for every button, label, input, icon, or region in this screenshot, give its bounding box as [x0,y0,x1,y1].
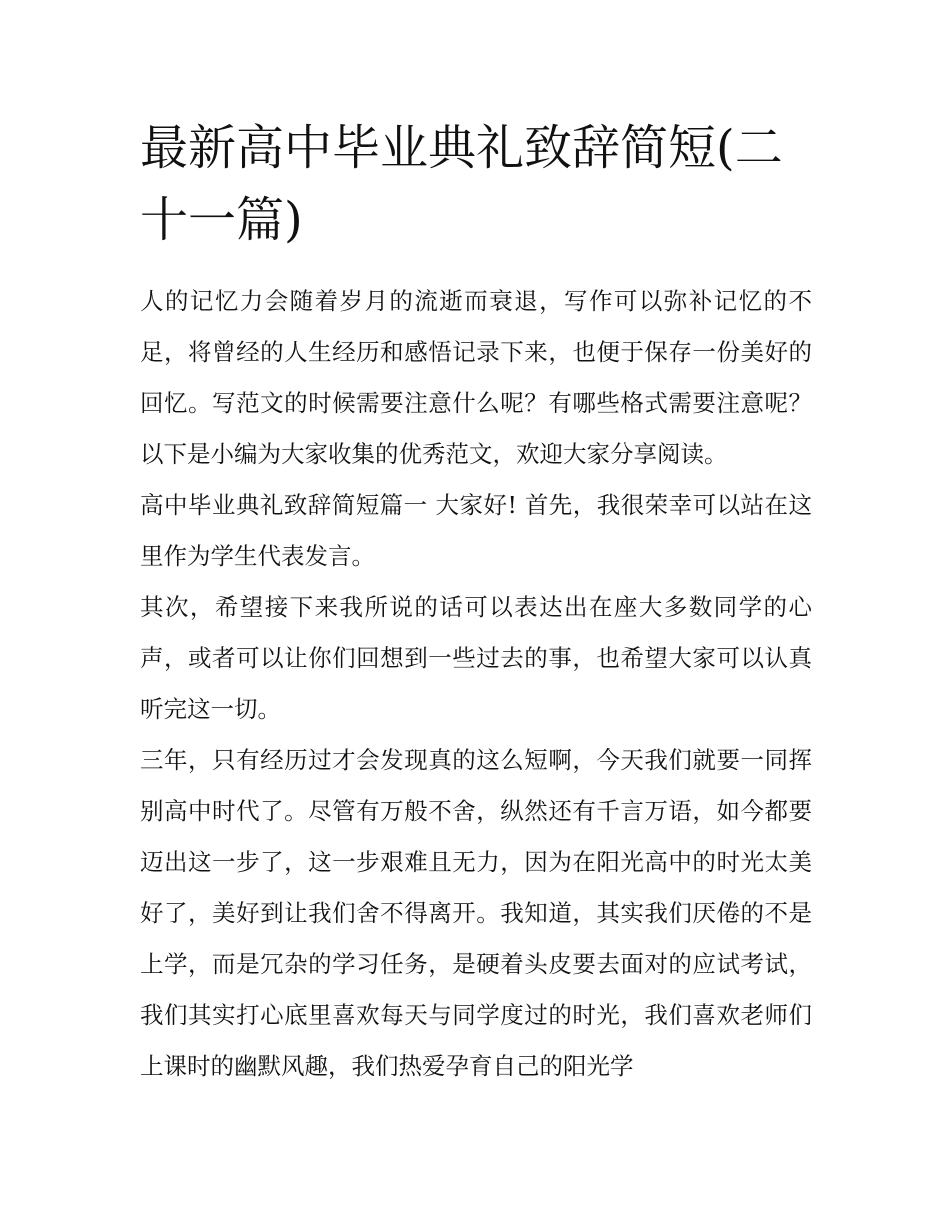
paragraph-hope: 其次，希望接下来我所说的话可以表达出在座大多数同学的心声，或者可以让你们回想到一些过去的事，也希望大家可以认真听完这一切。 [140,593,812,723]
paragraph-three-years: 三年，只有经历过才会发现真的这么短啊，今天我们就要一同挥别高中时代了。尽管有万般不舍，纵然还有千言万语，如今都要迈出这一步了，这一步艰难且无力，因为在阳光高中的时光太美好了，美好到让我们舍不得离开。我知道，其实我们厌倦的不是上学，而是冗杂的学习任务，是硬着头皮要去面对的应试考试，我们其实打心底里喜欢每天与同学度过的时光，我们喜欢老师们上课时的幽默风趣，我们热爱孕育自己的阳光学 [140,746,812,1080]
document-body [140,276,812,1092]
paragraph-intro: 人的记忆力会随着岁月的流逝而衰退，写作可以弥补记忆的不足，将曾经的人生经历和感悟记录下来，也便于保存一份美好的回忆。写范文的时候需要注意什么呢？有哪些格式需要注意呢？以下是小编为大家收集的优秀范文，欢迎大家分享阅读。 [140,287,812,468]
document-page [140,112,812,1092]
document-title: 最新高中毕业典礼致辞简短(二十一篇) [140,120,783,248]
paragraph-greeting: 高中毕业典礼致辞简短篇一 大家好! 首先，我很荣幸可以站在这里作为学生代表发言。 [140,491,812,570]
